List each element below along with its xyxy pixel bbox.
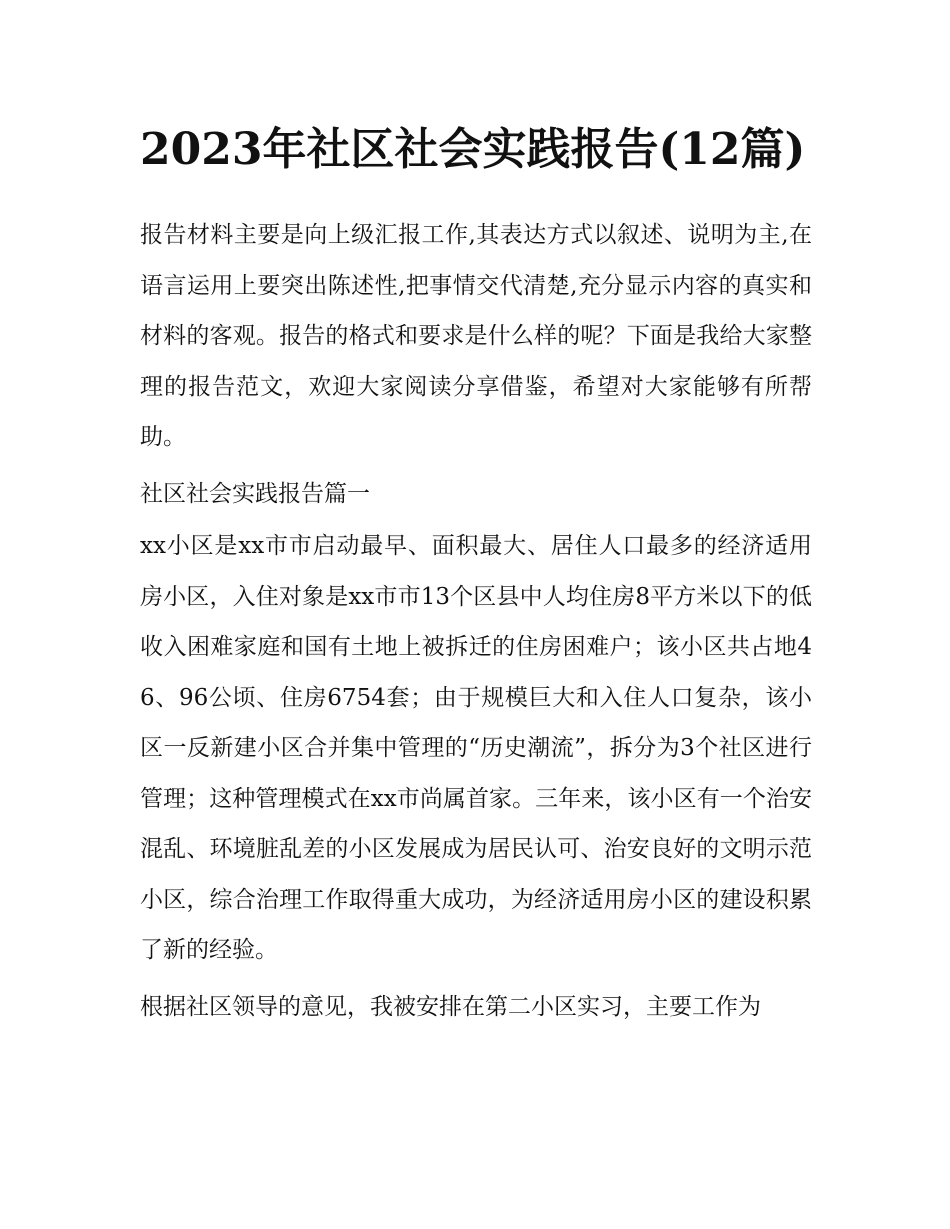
- document-page: [140, 112, 812, 1038]
- section-heading: 社区社会实践报告篇一: [140, 480, 370, 507]
- intro-paragraph: 报告材料主要是向上级汇报工作,其表达方式以叙述、说明为主,在语言运用上要突出陈述性,把事情交代清楚,充分显示内容的真实和材料的客观。报告的格式和要求是什么样的呢？下面是我给大家整理的报告范文，欢迎大家阅读分享借鉴，希望对大家能够有所帮助。: [140, 222, 812, 450]
- body-paragraph: xx小区是xx市市启动最早、面积最大、居住人口最多的经济适用房小区，入住对象是xx市市13个区县中人均住房8平方米以下的低收入困难家庭和国有土地上被拆迁的住房困难户；该小区共占地46、96公顷、住房6754套；由于规模巨大和入住人口复杂，该小区一反新建小区合并集中管理的“历史潮流”，拆分为3个社区进行管理；这种管理模式在xx市尚属首家。三年来，该小区有一个治安混乱、环境脏乱差的小区发展成为居民认可、治安良好的文明示范小区，综合治理工作取得重大成功，为经济适用房小区的建设积累了新的经验。: [140, 533, 812, 963]
- document-title: 2023年社区社会实践报告(12篇): [140, 124, 806, 175]
- document-body: [140, 210, 812, 1032]
- body-paragraph: 根据社区领导的意见，我被安排在第二小区实习，主要工作为: [140, 993, 761, 1020]
